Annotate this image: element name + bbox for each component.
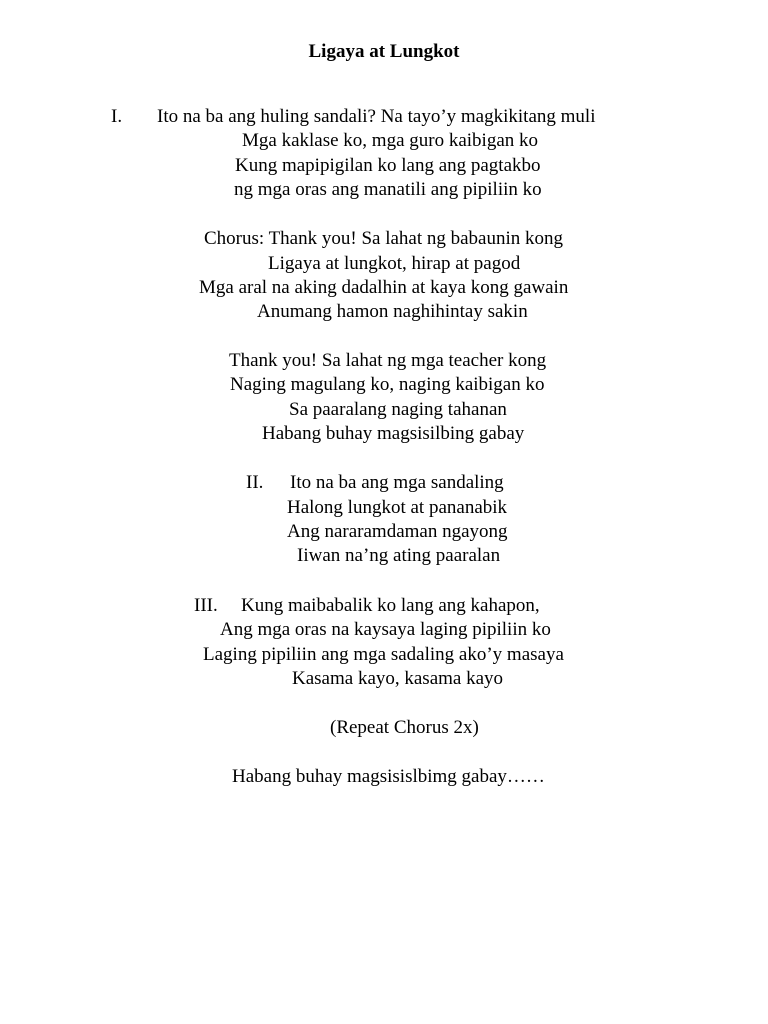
chorus2-line-2: Naging magulang ko, naging kaibigan ko (230, 374, 545, 395)
verse-3-line-4: Kasama kayo, kasama kayo (292, 668, 504, 689)
chorus2-line-3: Sa paaralang naging tahanan (289, 399, 507, 420)
verse-1-line-4: ng mga oras ang manatili ang pipiliin ko (234, 179, 542, 200)
verse-2-line-4: Iiwan na’ng ating paaralan (297, 545, 501, 566)
verse-3-line-1: Kung maibabalik ko lang ang kahapon, (241, 595, 540, 616)
song-title: Ligaya at Lungkot (308, 41, 460, 62)
verse-2-numeral: II. (246, 472, 264, 493)
chorus2-line-4: Habang buhay magsisilbing gabay (262, 423, 525, 444)
verse-1-line-3: Kung mapipigilan ko lang ang pagtakbo (235, 155, 541, 176)
chorus-line-4: Anumang hamon naghihintay sakin (257, 301, 528, 322)
chorus-line-3: Mga aral na aking dadalhin at kaya kong gawain (199, 277, 569, 298)
chorus2-line-1: Thank you! Sa lahat ng mga teacher kong (229, 350, 547, 371)
verse-1-numeral: I. (111, 106, 123, 127)
verse-2-line-2: Halong lungkot at pananabik (287, 497, 508, 518)
ending-line: Habang buhay magsisislbimg gabay…… (232, 766, 545, 787)
repeat-chorus-note: (Repeat Chorus 2x) (330, 717, 479, 738)
chorus-line-1: Chorus: Thank you! Sa lahat ng babaunin kong (204, 228, 564, 249)
verse-2-line-3: Ang nararamdaman ngayong (287, 521, 508, 542)
verse-1-line-2: Mga kaklase ko, mga guro kaibigan ko (242, 130, 539, 151)
verse-3-numeral: III. (194, 595, 218, 616)
verse-3-line-3: Laging pipiliin ang mga sadaling ako’y masaya (203, 644, 564, 665)
verse-1-line-1: Ito na ba ang huling sandali? Na tayo’y magkikitang muli (157, 106, 596, 127)
chorus-line-2: Ligaya at lungkot, hirap at pagod (268, 253, 521, 274)
verse-2-line-1: Ito na ba ang mga sandaling (290, 472, 504, 493)
verse-3-line-2: Ang mga oras na kaysaya laging pipiliin ko (220, 619, 551, 640)
